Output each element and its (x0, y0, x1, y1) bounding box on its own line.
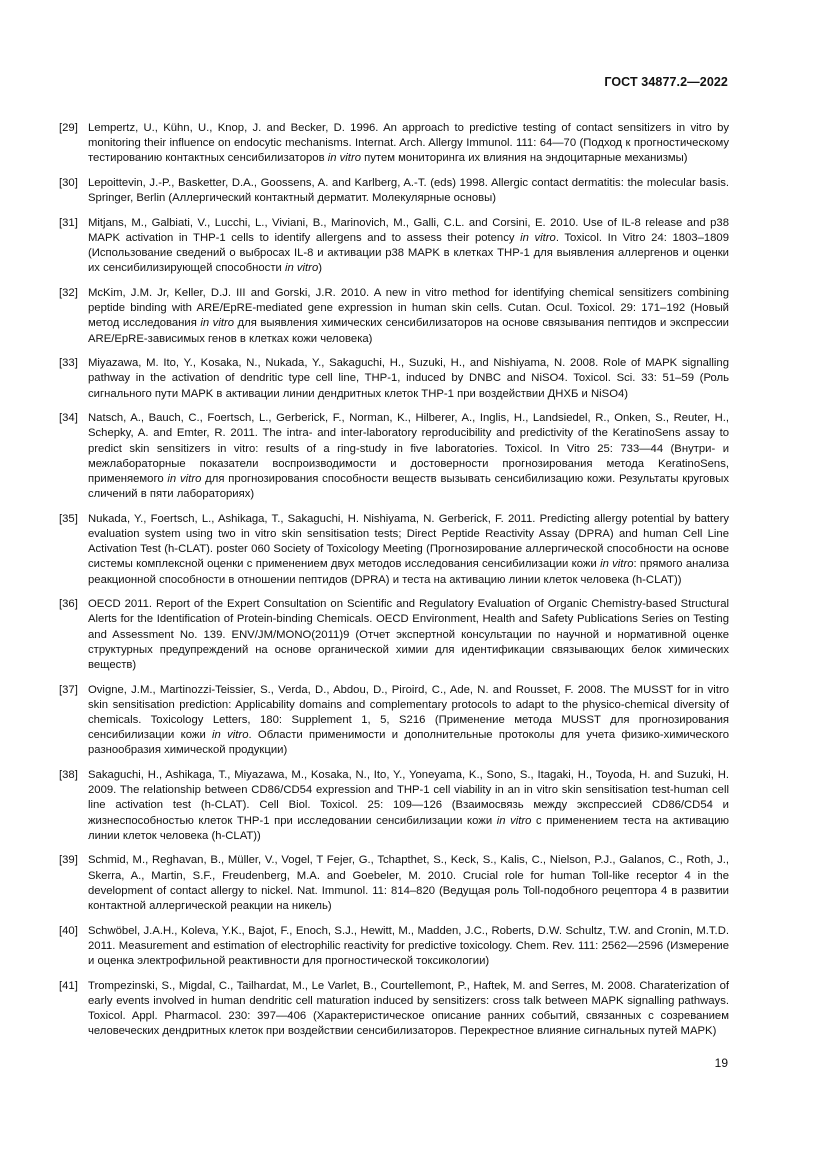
reference-text-italic: in vitro (496, 814, 532, 827)
reference-item (59, 286, 729, 347)
reference-text-italic: in vitro (600, 558, 634, 571)
reference-text-segment: . Toxicol. In Vitro 24: 1803–1809 (Использование сведений о выбросах IL-8 и активации p38 MAPK в клетках THP-1 для выявления аллергенов и оценки их сенсибилизирующей способности (88, 232, 729, 275)
reference-item (59, 924, 729, 970)
reference-item (59, 853, 729, 914)
reference-text (88, 356, 729, 402)
reference-item (59, 768, 729, 844)
reference-text-italic: in vitro (284, 262, 319, 275)
reference-number: [32] (59, 287, 78, 299)
reference-text-segment: Mitjans, M., Galbiati, V., Lucchi, L., Viviani, B., Marinovich, M., Galli, C.L. and Corsini, E. 2010. Use of IL-8 release and p38 MAPK activation in THP-1 cells to identify allergens and to assess their potency (88, 216, 729, 244)
page-number: 19 (714, 1056, 728, 1070)
reference-text (88, 121, 729, 167)
reference-text (88, 768, 729, 844)
reference-item (59, 979, 729, 1040)
reference-text-italic: in vitro (167, 473, 202, 486)
reference-text-segment: Ovigne, J.M., Martinozzi-Teissier, S., Verda, D., Abdou, D., Piroird, C., Ade, N. and Rousset, F. 2008. The MUSST for in vitro skin sensitisation prediction: Applicability domains and complementary protocols to adapt to the physico-chemical diversity of chemicals. Toxicology Letters, 180: Supplement 1, 5, S216 (Применение метода MUSST для прогнозирования сенсибилизации кожи (88, 683, 729, 742)
document-code-header: ГОСТ 34877.2—2022 (604, 75, 728, 89)
reference-text-segment: Natsch, A., Bauch, C., Foertsch, L., Gerberick, F., Norman, K., Hilberer, A., Inglis, H., Landsiedel, R., Onken, S., Reuter, H., Schepky, A. and Emter, R. 2011. The intra- and inter-laboratory reproducibility and predictivity of the KeratinoSens assay to predict skin sensitizers in vitro: results of a ring-study in five laboratories. Toxicol. In Vitro 25: 733—44 (Внутри- и межлабораторные показатели воспроизводимости и достоверности прогнозирования метода KeratinoSens, применяемого (88, 412, 729, 486)
reference-text-segment: Lepoittevin, J.-P., Basketter, D.A., Goossens, A. and Karlberg, A.-T. (eds) 1998. Allergic contact dermatitis: the molecular basis. Springer, Berlin (Аллергический контактный дерматит. Молекулярные основы) (88, 177, 729, 205)
reference-text (88, 512, 729, 588)
reference-list (59, 121, 729, 1049)
reference-number: [38] (59, 769, 78, 782)
reference-text-segment: McKim, J.M. Jr, Keller, D.J. III and Gorski, J.R. 2010. A new in vitro method for identifying chemical sensitizers combining peptide binding with ARE/EpRE-mediated gene expression in human skin cells. Cutan. Ocul. Toxicol. 29: 171–192 (Новый метод исследования (88, 287, 729, 330)
reference-number: [35] (59, 512, 78, 525)
reference-text (88, 597, 729, 673)
reference-number: [33] (59, 357, 78, 370)
reference-item (59, 512, 729, 588)
reference-item (59, 683, 729, 759)
reference-text-segment: Schwöbel, J.A.H., Koleva, Y.K., Bajot, F., Enoch, S.J., Hewitt, M., Madden, J.C., Roberts, D.W. Schultz, T.W. and Cronin, M.T.D. 2011. Measurement and estimation of electrophilic reactivity for predictive toxicology. Chem. Rev. 111: 2562—2596 (Измерение и оценка электрофильной реактивности для прогностической токсикологии) (88, 924, 729, 968)
reference-number: [29] (59, 122, 78, 134)
reference-text-italic: in vitro (520, 232, 556, 244)
reference-text-segment: . Области применимости и дополнительные протоколы для учета физико-химического разнообразия химической продукции) (88, 729, 729, 757)
reference-text-italic: in vitro (327, 152, 361, 165)
reference-number: [30] (59, 177, 78, 189)
reference-text-segment: с применением теста на активацию линии клеток человека (h-CLAT)) (88, 814, 730, 842)
reference-text (88, 924, 729, 970)
reference-number: [39] (59, 854, 78, 867)
reference-text (88, 411, 729, 502)
reference-text-segment: Sakaguchi, H., Ashikaga, T., Miyazawa, M., Kosaka, N., Ito, Y., Yoneyama, K., Sono, S., Itagaki, H., Toyoda, H. and Suzuki, H. 2009. The relationship between CD86/CD54 expression and THP-1 cell viability in an in vitro skin sensitisation test-human cell line activation test (h-CLAT). Cell Biol. Toxicol. 25: 109—126 (Взаимосвязь между экспрессией CD86/CD54 и жизнеспособностью клеток THP-1 при исследовании сенсибилизации кожи (88, 769, 729, 827)
reference-text-segment: для прогнозирования способности веществ вызывать сенсибилизацию кожи. Результаты круговых сличений в пяти лабораториях) (88, 473, 729, 501)
reference-item (59, 176, 729, 206)
reference-number: [34] (59, 412, 78, 425)
reference-item (59, 356, 729, 402)
reference-item (59, 121, 729, 167)
reference-text-segment: путем мониторинга их влияния на эндоцитарные механизмы) (361, 152, 688, 165)
reference-item (59, 411, 729, 502)
reference-text-segment: Miyazawa, M. Ito, Y., Kosaka, N., Nukada, Y., Sakaguchi, H., Suzuki, H., and Nishiyama, N. 2008. Role of MAPK signalling pathway in the activation of dendritic type cell line, THP-1, induced by DNBC and NiSO4. Toxicol. Sci. 33: 51–59 (Роль сигнального пути MAPK в активации линии дендритных клеток THP-1 при воздействии ДНХБ и NiSO4) (88, 357, 729, 400)
reference-item (59, 597, 729, 673)
reference-text-segment: OECD 2011. Report of the Expert Consultation on Scientific and Regulatory Evaluation of Organic Chemistry-based Structural Alerts for the Identification of Protein-binding Chemicals. OECD Environment, Health and Safety Publications Series on Testing and Assessment No. 139. ENV/JM/MONO(2011)9 (Отчет экспертной консультации по научной и нормативной оценке структурных предупреждений на основе органической химии для идентификации связывающих белок химических веществ) (88, 598, 729, 672)
reference-text (88, 979, 729, 1040)
reference-text (88, 286, 729, 347)
reference-text-segment: : прямого анализа реакционной способности в отношении пептидов (DPRA) и теста на активацию линии клеток человека (h-CLAT)) (88, 558, 729, 586)
reference-number: [41] (59, 979, 78, 992)
reference-text-segment: Nukada, Y., Foertsch, L., Ashikaga, T., Sakaguchi, H. Nishiyama, N. Gerberick, F. 2011. Predicting allergy potential by battery evaluation system using two in vitro skin sensitisation tests; Direct Peptide Reactivity Assay (DPRA) and human Cell Line Activation Test (h-CLAT). poster 060 Society of Toxicology Meeting (Прогнозирование аллергической способности на основе системы комплексной оценки с применением двух методов исследования сенсибилизации кожи (88, 512, 729, 571)
reference-text-segment: Trompezinski, S., Migdal, C., Tailhardat, M., Le Varlet, B., Courtellemont, P., Haftek, M. and Serres, M. 2008. Charaterization of early events involved in human dendritic cell maturation induced by sensitizers: cross talk between MAPK signalling pathways. Toxicol. Appl. Pharmacol. 230: 397—406 (Характеристическое описание ранних событий, связанных с созреванием человеческих дендритных клеток при воздействии сенсибилизаторов. Перекрестное влияние сигнальных путей MAPK) (88, 979, 729, 1038)
reference-item (59, 216, 729, 277)
reference-text-italic: in vitro (212, 729, 249, 742)
reference-text-italic: in vitro (200, 317, 235, 330)
reference-text (88, 853, 729, 914)
reference-number: [36] (59, 598, 78, 611)
reference-text-segment: для выявления химических сенсибилизаторов на основе связывания пептидов и экспрессии ARE/EpRE-зависимых генов в клетках кожи человека) (88, 317, 729, 345)
reference-text (88, 176, 729, 206)
reference-number: [31] (59, 216, 78, 229)
reference-text-segment: Lempertz, U., Kühn, U., Knop, J. and Becker, D. 1996. An approach to predictive testing of contact sensitizers in vitro by monitoring their influence on endocytic mechanisms. Internat. Arch. Allergy Immunol. 111: 64—70 (Подход к прогностическому тестированию контактных сенсибилизаторов (88, 122, 729, 165)
reference-number: [40] (59, 924, 78, 937)
reference-text-segment: Schmid, M., Reghavan, B., Müller, V., Vogel, T Fejer, G., Tchapthet, S., Keck, S., Kalis, C., Nielson, P.J., Galanos, C., Roth, J., Skerra, A., Martin, S.F., Freudenberg, M.A. and Goebeler, M. 2010. Crucial role for human Toll-like receptor 4 in the development of contact allergy to nickel. Nat. Immunol. 11: 814–820 (Ведущая роль Toll-подобного рецептора 4 в развитии контактной аллергической реакции на никель) (88, 854, 729, 913)
reference-text (88, 683, 729, 759)
reference-text (88, 216, 729, 277)
reference-text-segment: ) (318, 262, 322, 275)
reference-number: [37] (59, 683, 78, 696)
